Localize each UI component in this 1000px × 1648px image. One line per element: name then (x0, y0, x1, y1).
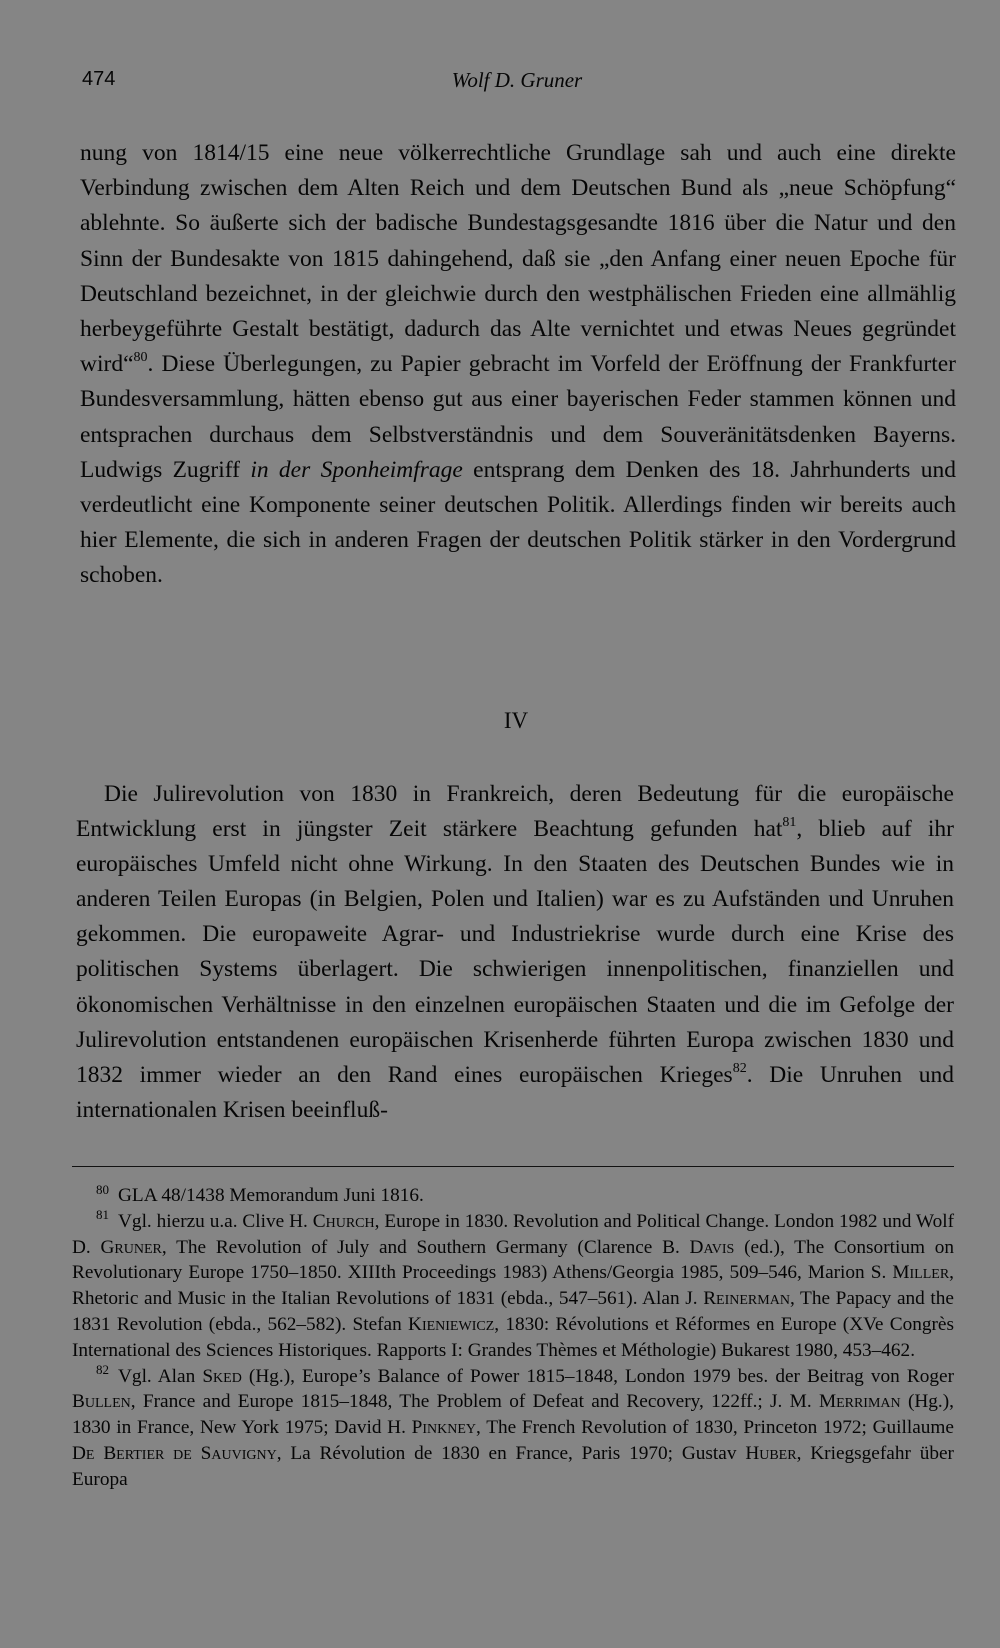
footnote-text: , The Revolution of July and Southern Germany (Clarence B. (161, 1236, 690, 1258)
continued-paragraph (80, 136, 956, 594)
footnote-text: (Hg.), 1830 in France, New York 1975; David H. (72, 1391, 954, 1439)
paragraph-text: nung von 1814/15 eine neue völkerrechtliche Grundlage sah und auch eine direkte Verbindung zwischen dem Alten Reich und dem Deutschen Bund als „neue Schöpfung“ ablehnte. So äußerte sich der badische Bundestagsgesandte 1816 über die Natur und den Sinn der Bundesakte von 1815 dahingehend, daß sie „den Anfang einer neuen Epoche für Deutschland bezeichnet, in der gleichwie durch den westphälischen Frieden eine allmählig herbeygeführte Gestalt bestätigt, dadurch das Alte vernichtet und etwas Neues gegründet wird“ (80, 140, 956, 378)
author-name: Pinkney (411, 1417, 477, 1439)
author-name: Kieniewicz (408, 1313, 495, 1335)
footnote-text: , Rhetoric and Music in the Italian Revolutions of 1831 (ebda., 547–561). Alan J. (72, 1262, 954, 1310)
page-number: 474 (82, 68, 116, 90)
footnote-marker: 81 (96, 1207, 109, 1223)
author-name: Sked (202, 1365, 242, 1387)
footnote-text: GLA 48/1438 Memorandum Juni 1816. (118, 1185, 424, 1206)
footnote-text: (ed.), The Consortium on Revolutionary Europe 1750–1850. XIIIth Proceedings 1983) Athens/Georgia 1985, 509–546, Marion S. (72, 1236, 954, 1284)
footnote-reference[interactable]: 82 (732, 1060, 747, 1076)
footnote-81 (72, 1209, 954, 1364)
author-name: Miller (892, 1262, 950, 1284)
footnote-80 (72, 1183, 954, 1209)
paragraph (80, 136, 956, 594)
paragraph (76, 777, 954, 1128)
footnote-text: , France and Europe 1815–1848, The Problem of Defeat and Recovery, 122ff.; J. M. (130, 1391, 819, 1413)
section-body (76, 777, 954, 1128)
paragraph-text: . Die Unruhen und internationalen Krisen beeinfluß- (76, 1061, 954, 1123)
footnote-text: Vgl. Alan (118, 1365, 203, 1387)
running-head: Wolf D. Gruner (451, 68, 583, 92)
footnote-text: , Kriegsgefahr über Europa (72, 1442, 954, 1490)
footnote-divider (72, 1166, 954, 1167)
footnote-marker: 80 (96, 1181, 109, 1197)
footnote-text: , 1830: Révolutions et Réformes en Europe (XVe Congrès International des Sciences Historiques. Rapports I: Grandes Thèmes et Méthologie) Bukarest 1980, 453–462. (72, 1313, 954, 1361)
footnote-82 (72, 1364, 954, 1493)
footnote-text: , Europe in 1830. Revolution and Political Change. London 1982 und Wolf D. (72, 1210, 954, 1258)
author-name: Davis (689, 1236, 735, 1258)
author-name: Merriman (818, 1391, 901, 1413)
section-heading: IV (503, 708, 529, 733)
author-name: Church (312, 1210, 375, 1232)
author-name: Reinerman (703, 1288, 790, 1310)
author-name: Huber (745, 1442, 797, 1464)
footnote-marker: 82 (96, 1362, 109, 1378)
paragraph-text: entsprang dem Denken des 18. Jahrhunderts und verdeutlicht eine Komponente seiner deutschen Politik. Allerdings finden wir bereits auch hier Elemente, die sich in anderen Fragen der deutschen Politik stärker in den Vordergrund schoben. (80, 456, 957, 589)
paragraph-text: , blieb auf ihr europäisches Umfeld nicht ohne Wirkung. In den Staaten des Deutschen Bundes wie in anderen Teilen Europas (in Belgien, Polen und Italien) war es zu Aufständen und Unruhen gekommen. Die europaweite Agrar- und Industriekrise wurde durch eine Krise des politischen Systems überlagert. Die schwierigen innenpolitischen, finanziellen und ökonomischen Verhältnisse in den einzelnen europäischen Staaten und die im Gefolge der Julirevolution entstandenen europäischen Krisenherde führten Europa zwischen 1830 und 1832 immer wieder an den Rand eines europäischen Krieges (76, 816, 954, 1088)
author-name: Gruner (100, 1236, 162, 1258)
footnote-text: , La Révolution de 1830 en France, Paris 1970; Gustav (276, 1442, 746, 1464)
footnote-reference[interactable]: 80 (133, 350, 148, 366)
page-header (82, 68, 952, 98)
footnote-text: , The Papacy and the 1831 Revolution (ebda., 562–582). Stefan (72, 1288, 954, 1335)
footnote-text: , The French Revolution of 1830, Princeton 1972; Guillaume (476, 1417, 954, 1439)
footnote-text: (Hg.), Europe’s Balance of Power 1815–1848, London 1979 bes. der Beitrag von Roger (241, 1365, 954, 1387)
paragraph-text: . Diese Überlegungen, zu Papier gebracht im Vorfeld der Eröffnung der Frankfurter Bundesversammlung, hätten ebenso gut aus einer bayerischen Feder stammen können und entsprachen durchaus dem Selbstverständnis und dem Souveränitätsdenken Bayerns. Ludwigs Zugriff (80, 351, 956, 483)
footnote-reference[interactable]: 81 (782, 815, 797, 831)
author-name: De Bertier de Sauvigny (72, 1442, 277, 1464)
paragraph-text: Die Julirevolution von 1830 in Frankreich, deren Bedeutung für die europäische Entwicklung erst in jüngster Zeit stärkere Beachtung gefunden hat (76, 781, 954, 843)
author-name: Bullen (72, 1391, 131, 1413)
footnote-text: Vgl. hierzu u.a. Clive H. (118, 1210, 313, 1232)
footnotes (72, 1183, 954, 1493)
italic-phrase: in der Sponheimfrage (250, 456, 463, 483)
